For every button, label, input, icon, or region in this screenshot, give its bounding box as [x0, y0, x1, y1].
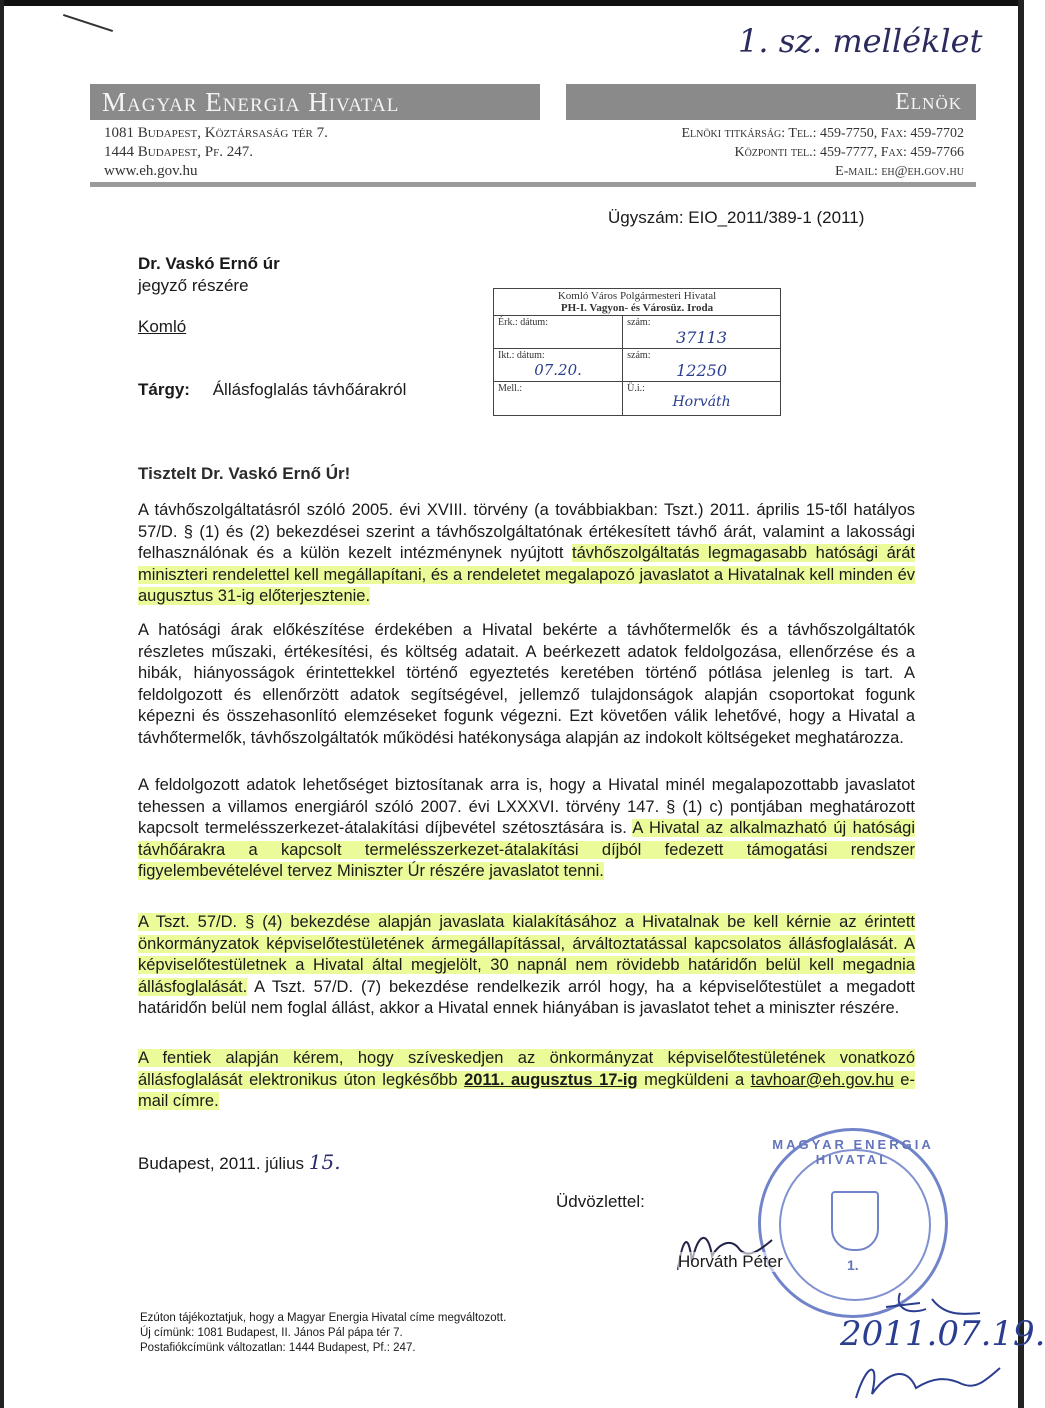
stamp-date-label-2: dátum:	[516, 350, 545, 361]
contact-block	[681, 124, 964, 181]
paragraph-3	[138, 775, 915, 883]
footer-line-3: Postafiókcímünk változatlan: 1444 Budapest, Pf.: 247.	[140, 1342, 416, 1354]
closing: Üdvözlettel:	[556, 1192, 645, 1211]
stamp-ikt-label: Ikt.:	[498, 350, 515, 361]
stamp-org-line-1: Komló Város Polgármesteri Hivatal	[557, 290, 717, 302]
reply-email-link[interactable]: tavhoar@eh.gov.hu	[750, 1070, 894, 1089]
salutation: Tisztelt Dr. Vaskó Ernő Úr!	[138, 464, 351, 483]
stamp-num-label-2: szám:	[627, 350, 651, 361]
paragraph-5-end: e-mail címre.	[138, 1070, 915, 1110]
pen-stroke	[63, 14, 113, 32]
paragraph-5-text: A fentiek alapján kérem, hogy szíveskedjen az önkormányzat képviselőtestületének vonatkozó állásfoglalását elektronikus úton legkésőbb	[138, 1049, 915, 1089]
stamp-ikt-number: 12250	[676, 361, 728, 380]
stamp-date-label: dátum:	[520, 317, 548, 328]
paragraph-4-highlight: A Tszt. 57/D. § (4) bekezdése alapján javaslata kialakításához a Hivatalnak be kell kérnie az érintett önkormányzatok képviselőtestületének ármegállapítással, árváltoztatással kapcsolatos állásfoglalását. A képviselőtestületnek a Hivatal által megjelölt, 30 napnál nem rövidebb határidőn belül kell megadnia állásfoglalását.	[138, 913, 915, 996]
subject-label: Tárgy:	[138, 380, 190, 399]
date-line-day: 15.	[308, 1150, 341, 1174]
date-line	[138, 1150, 341, 1174]
annex-note: 1. sz. melléklet	[738, 22, 983, 60]
paragraph-2-text: A hatósági árak előkészítése érdekében a Hivatal bekérte a távhőtermelők és a távhőszolgáltatók részletes műszaki, értékesítési, és költség adatait. A beérkezett adatok feldolgozása, ellenőrzése és a hibák, hiányosságok érintettekkel történő egyeztetés keretében történő pótlása jelenleg is tart. A feldolgozott és ellenőrzött adatok segítségével, jellemző tulajdonságok alapján csoportokat fogunk képezni és összehasonlító elemzéseket fogunk végezni. Ezt követően válik lehetővé, hogy a Hivatal a távhőtermelők, távhőszolgáltatók működési hatékonysága alapján az indokolt költségeket meghatározza.	[138, 621, 915, 747]
paragraph-5-middle: megküldeni a	[637, 1070, 751, 1089]
paragraph-5	[138, 1048, 915, 1113]
contact-line-2: Központi tel.: 459-7777, Fax: 459-7766	[734, 145, 964, 160]
footer-line-1: Ezúton tájékoztatjuk, hogy a Magyar Energia Hivatal címe megváltozott.	[140, 1312, 507, 1324]
recipient-name: Dr. Vaskó Ernő úr	[138, 254, 280, 273]
stamp-mell-label: Mell.:	[498, 383, 523, 394]
stamp-handler: Horváth	[672, 394, 731, 410]
letterhead-band-right	[566, 84, 976, 120]
contact-email[interactable]: E-mail: eh@eh.gov.hu	[835, 164, 964, 179]
coat-of-arms-icon	[831, 1191, 879, 1251]
case-number: Ügyszám: EIO_2011/389-1 (2011)	[608, 208, 865, 227]
paragraph-3-highlight: A Hivatal az alkalmazható új hatósági távhőárakra a kapcsolt termelésszerkezet-átalakítási díjból fedezett támogatási rendszer figyelembevételével tervez Miniszter Úr részére javaslatot tenni.	[138, 819, 915, 880]
scan-top-edge	[0, 0, 1024, 6]
recipient-city: Komló	[138, 317, 187, 336]
date-line-text: Budapest, 2011. július	[138, 1154, 305, 1173]
stamp-num-label: szám:	[627, 317, 651, 328]
letterhead-band-left	[90, 84, 540, 120]
stamp-erk-label: Érk.:	[498, 317, 518, 328]
stamp-ikt-date: 07.20.	[534, 361, 582, 379]
address-block	[104, 124, 328, 181]
letterhead-rule	[90, 182, 976, 187]
org-name: Magyar Energia Hivatal	[102, 87, 400, 117]
receipt-date: 2011.07.19.	[840, 1314, 1045, 1354]
paragraph-2	[138, 620, 915, 749]
seal-text: MAGYAR ENERGIA HIVATAL	[772, 1137, 934, 1167]
seal-number: 1.	[847, 1257, 859, 1273]
address-line-1: 1081 Budapest, Köztársaság tér 7.	[104, 125, 328, 141]
stamp-org-line-2: PH-I. Vagyon- és Városüz. Iroda	[560, 302, 714, 314]
paragraph-1	[138, 500, 915, 608]
website-link[interactable]: www.eh.gov.hu	[104, 163, 198, 179]
subject-line	[138, 380, 406, 400]
stamp-ui-label: Ü.i.:	[627, 383, 645, 394]
subject-text: Állásfoglalás távhőárakról	[212, 380, 407, 399]
signer-name: Horváth Péter	[678, 1252, 783, 1271]
scan-right-edge	[1018, 0, 1024, 1408]
stamp-erk-number: 37113	[676, 328, 728, 347]
footer-note	[140, 1311, 506, 1356]
contact-line-1: Elnöki titkárság: Tel.: 459-7750, Fax: 459-7702	[681, 126, 964, 141]
paragraph-4-text: A Tszt. 57/D. (7) bekezdése rendelkezik arról hogy, ha a képviselőtestület a megadott határidőn belül nem foglal állást, akkor a Hivatal ennek hiányában is javaslatot tehet a miniszter részére.	[138, 977, 915, 1017]
address-line-2: 1444 Budapest, Pf. 247.	[104, 144, 253, 160]
paragraph-1-text: A távhőszolgáltatásról szóló 2005. évi XVIII. törvény (a továbbiakban: Tszt.) 2011. április 15-től hatályos 57/D. § (1) és (2) bekezdései szerint a távhőszolgáltatónak értékesített távhő árát, valamint a lakossági felhasználónak és a külön kezelt intézménynek nyújtott	[138, 501, 915, 562]
office-name: Elnök	[895, 89, 962, 115]
footer-line-2: Új címünk: 1081 Budapest, II. János Pál pápa tér 7.	[140, 1327, 403, 1339]
recipient-role: jegyző részére	[138, 276, 249, 295]
scan-left-edge	[0, 0, 4, 1408]
deadline-date: 2011. augusztus 17-ig	[464, 1070, 638, 1089]
recipient-block	[138, 253, 280, 297]
paragraph-1-highlight: távhőszolgáltatás legmagasabb hatósági árát miniszteri rendelettel kell megállapítani, és a rendeletet megalapozó javaslatot a Hivatalnak kell minden év augusztus 31-ig előterjesztenie.	[138, 544, 915, 605]
registration-stamp	[493, 288, 781, 416]
receipt-signature	[846, 1354, 1006, 1404]
paragraph-4	[138, 912, 915, 1020]
paragraph-3-text: A feldolgozott adatok lehetőséget biztosítanak arra is, hogy a Hivatal minél megalapozottabb javaslatot tehessen a villamos energiáról szóló 2007. évi LXXXVI. törvény 147. § (1) c) pontjában meghatározott kapcsolt termelésszerkezet-átalakítási díjbevétel szétosztására is.	[138, 776, 915, 837]
